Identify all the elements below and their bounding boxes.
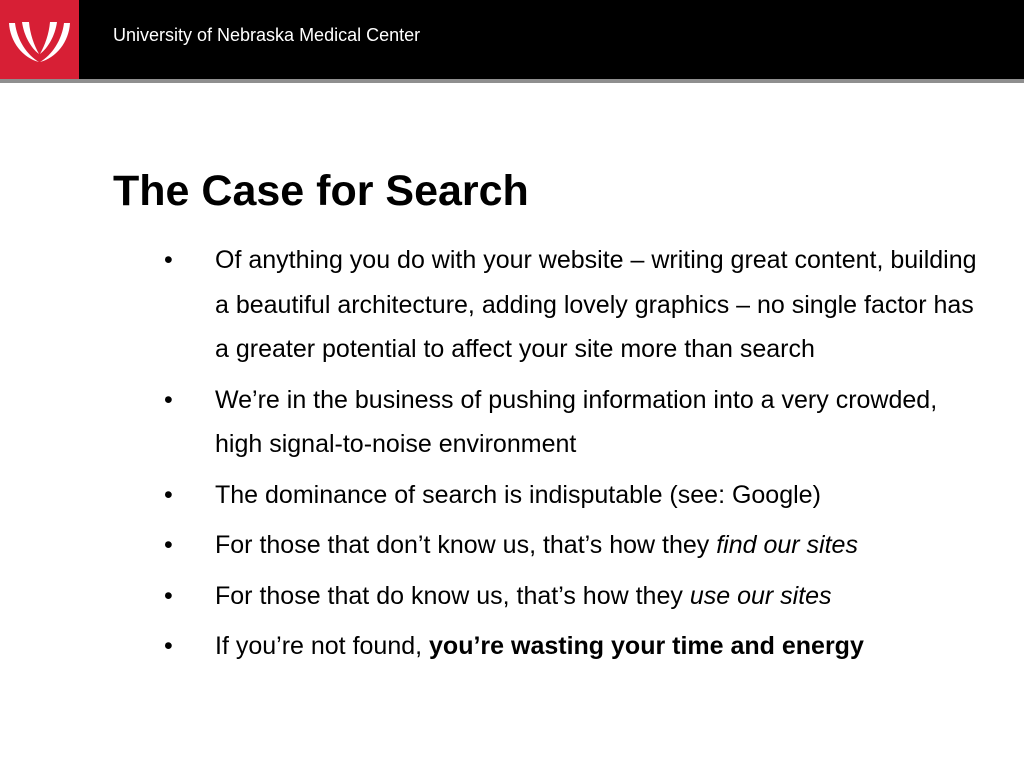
bullet-dot-icon: •	[164, 246, 173, 274]
bullet-dot-icon: •	[164, 385, 173, 414]
bullet-dot-icon: •	[164, 632, 173, 660]
bullet-item	[160, 523, 980, 568]
unmc-logo-icon	[0, 0, 79, 79]
bullet-item	[160, 473, 980, 518]
bullet-text: The dominance of search is indisputable (see: Google)	[215, 480, 821, 509]
bullet-item	[160, 238, 980, 372]
bullet-item	[160, 378, 980, 467]
bullet-emphasis: use our sites	[689, 581, 832, 610]
slide-title: The Case for Search	[113, 167, 529, 215]
bullet-text: We’re in the business of pushing information into a very crowded, high signal-to-noise environment	[215, 385, 938, 458]
bullet-dot-icon: •	[164, 531, 173, 559]
bullet-emphasis: you’re wasting your time and energy	[429, 632, 864, 660]
bullet-item	[160, 624, 980, 669]
bullet-dot-icon: •	[164, 581, 173, 610]
header-rule	[0, 79, 1024, 83]
bullet-text: For those that do know us, that’s how they	[215, 581, 690, 610]
org-name: University of Nebraska Medical Center	[113, 25, 421, 45]
bullet-list	[160, 238, 980, 675]
bullet-text: Of anything you do with your website – writing great content, building a beautiful architecture, adding lovely graphics – no single factor has a greater potential to affect your site more than search	[215, 246, 977, 363]
bullet-emphasis: find our sites	[716, 531, 858, 559]
unmc-logo-icon	[0, 0, 79, 79]
bullet-text: For those that don’t know us, that’s how they	[215, 531, 717, 559]
bullet-text: If you’re not found,	[215, 632, 430, 660]
bullet-dot-icon: •	[164, 480, 173, 509]
bullet-item	[160, 574, 980, 619]
